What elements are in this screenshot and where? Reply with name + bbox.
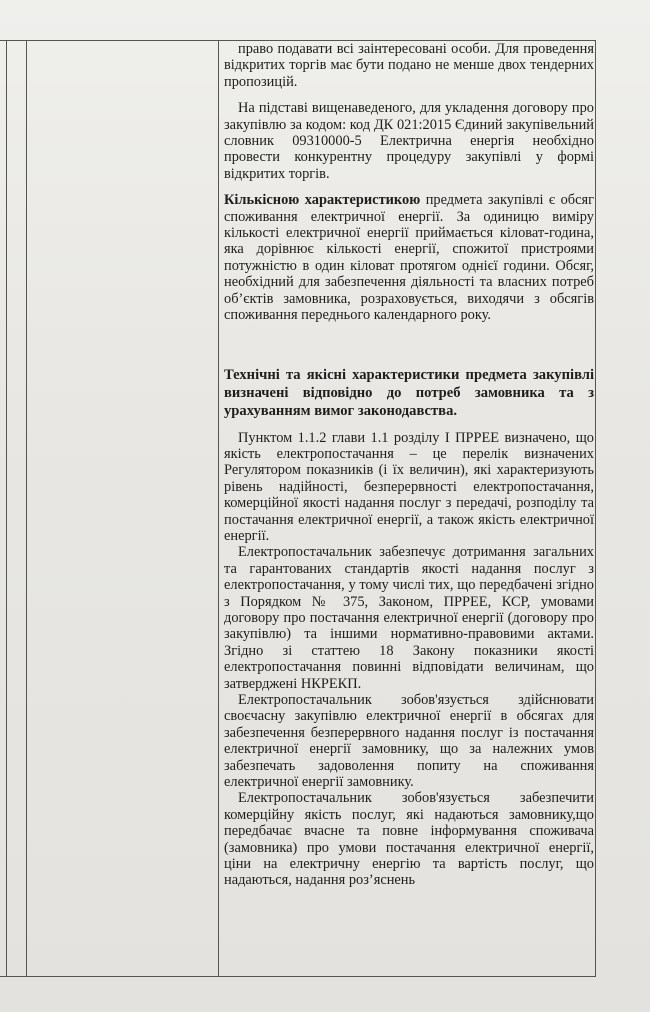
table-border-right [595, 41, 596, 976]
quantitative-characteristic-text: предмета закупівлі є обсяг споживання електричної енергії. За одиницю виміру кількості електричної енергії приймається кіловат-година, яка дорівнює кількості енергії, спожитої пристроями потужністю в один кіловат протягом однієї години. Обсяг, необхідний для забезпечення діяльності та власних потреб об’єктів замовника, розраховується, виходячи з обсягів споживання переднього календарного року. [224, 192, 595, 324]
paragraph-supplier-standards: Електропостачальник забезпечує дотримання загальних та гарантованих стандартів якості надання послуг з електропостачання, у тому числі тих, що передбачені згідно з Порядком № 375, Законом, ПРРЕЕ, КСР, умовами договору про постачання електричної енергії (договору про закупівлю) та іншими нормативно-правовими актами. Згідно зі статтею 18 Закону показники якості електропостачання повинні відповідати величинам, що затверджені НКРЕКП. [224, 544, 594, 692]
paragraph-commercial-quality: Електропостачальник зобов'язується забезпечити комерційну якість послуг, які надаються замовнику,що передбачає вчасне та повне інформування споживача (замовника) про умови постачання електричної енергії, ціни на електричну енергію та вартість послуг, що надаються, надання роз’яснень [224, 790, 594, 889]
paragraph-procurement-rights: право подавати всі заінтересовані особи. Для проведення відкритих торгів має бути подано не менше двох тендерних пропозицій. [224, 41, 594, 90]
paragraph-supplier-purchase: Електропостачальник зобов'язується здійснювати своєчасну закупівлю електричної енергії в обсягах для забезпечення безперервного надання послуг із постачання електричної енергії замовнику, що за належних умов забезпечать задоволення попиту на споживання електричної енергії замовнику. [224, 692, 594, 791]
paragraph-quantitative-characteristic [224, 192, 594, 323]
paragraph-procurement-code: На підставі вищенаведеного, для укладення договору про закупівлю за кодом: код ДК 021:2015 Єдиний закупівельний словник 09310000-5 Електрична енергія необхідно провести конкурентну процедуру закупівлі у формі відкритих торгів. [224, 100, 594, 182]
technical-characteristics-heading: Технічні та якісні характеристики предмета закупівлі визначені відповідно до потреб замовника та з урахуванням вимог законодавства. [224, 366, 594, 419]
paragraph-quality-definition: Пунктом 1.1.2 глави 1.1 розділу І ПРРЕЕ визначено, що якість електропостачання – це перелік визначених Регулятором показників (і їх величин), які характеризують рівень надійності, безперервності електропостачання, комерційної якості надання послуг з передачі, розподілу та постачання електричної енергії, а також якість електричної енергії. [224, 429, 594, 544]
quantitative-characteristic-term: Кількісною характеристикою [224, 192, 421, 209]
table-column-divider-2 [218, 41, 219, 976]
table-border-left [6, 41, 7, 976]
document-table [0, 40, 596, 977]
faded-bleedthrough-text-1 [30, 191, 190, 205]
table-column-divider-1 [26, 41, 27, 976]
content-column [224, 41, 594, 889]
